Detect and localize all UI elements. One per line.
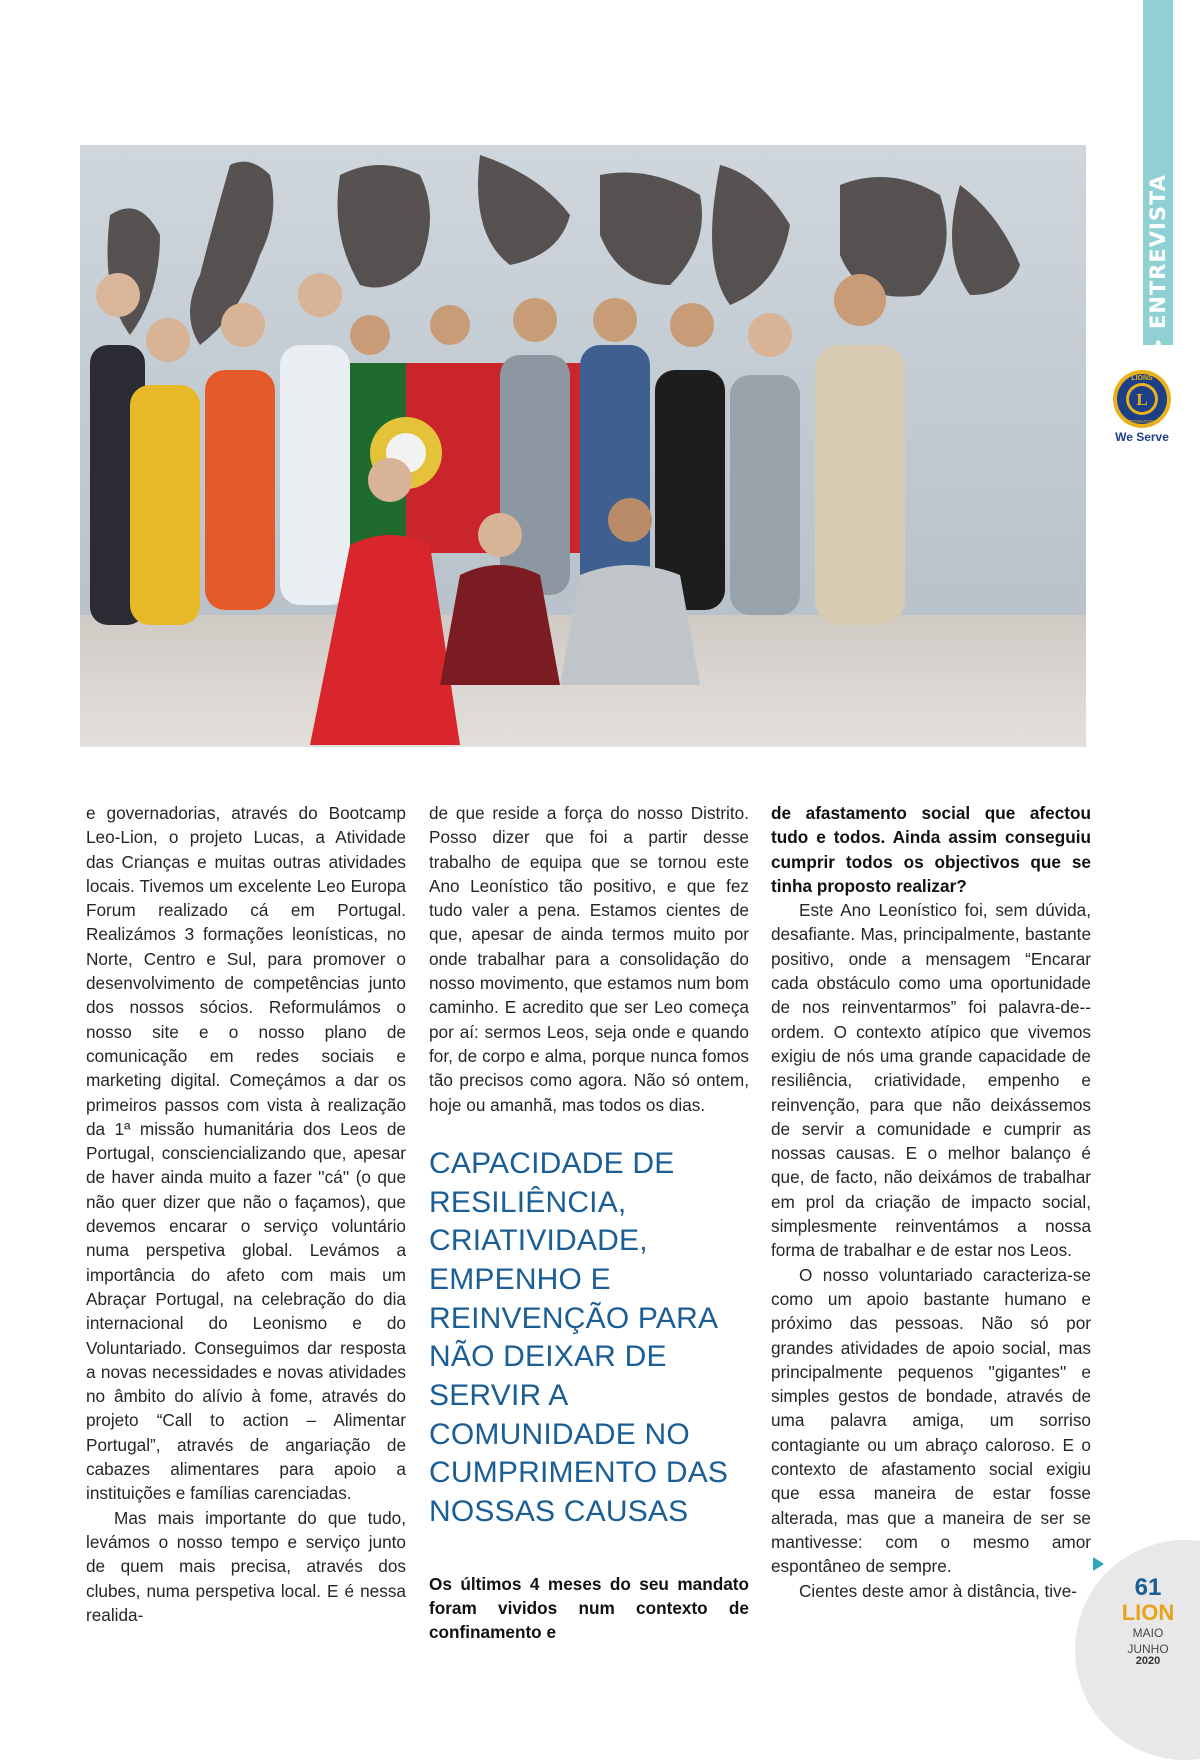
magazine-name: LION: [1121, 1600, 1175, 1625]
logo-tagline: We Serve: [1115, 430, 1169, 444]
pull-quote: CAPACIDADE DE RESILIÊNCIA, CRIATIVIDADE, EMPENHO E REINVENÇÃO PARA NÃO DEIXAR DE SERVIR A COMUNIDADE NO CUMPRIMENTO DAS NOSSAS CAUSAS: [429, 1146, 729, 1529]
body-paragraph: Mas mais importante do que tudo, levámos o nosso tempo e serviço junto de quem mais precisa, através dos clubes, numa perspetiva local. E é nessa realida-: [86, 1507, 406, 1625]
body-paragraph: e governadorias, através do Bootcamp Leo-Lion, o projeto Lucas, a Atividade das Crianças e muitas outras atividades locais. Tivemos um excelente Leo Europa Forum realizado cá em Portugal. Realizámos 3 formações leonísticas, no Norte, Centro e Sul, para promover o desenvolvimento de competências junto dos nossos sócios. Reformulámos o nosso site e o nosso plano de comunicação em redes sociais e marketing digital. Começámos a dar os primeiros passos com vista à realização da 1ª missão humanitária dos Leos de Portugal, consciencializando que, apesar de haver ainda muito a fazer ''cá'' (o que não quer dizer que não o façamos), que devemos encarar o serviço voluntário numa perspetiva global. Levámos a importância do afeto com mais um Abraçar Portugal, na celebração do dia internacional do Leonismo e do Voluntariado. Conseguimos dar resposta a novas necessidades e novas atividades no âmbito do alívio à fome, através do projeto “Call to action – Alimentar Portugal”, através de angariação de cabazes alimentares para apoio a instituições e famílias carenciadas.: [86, 803, 406, 1504]
folio: [1108, 1576, 1188, 1667]
article-column-2: [429, 801, 749, 1645]
continue-arrow-icon: [1093, 1557, 1104, 1571]
emblem-letter: L: [1136, 390, 1148, 409]
section-tab-label: > ENTREVISTA: [1146, 174, 1170, 356]
group-photo: [80, 145, 1086, 747]
body-paragraph: Este Ano Leonístico foi, sem dúvida, desafiante. Mas, principalmente, bastante positivo, onde a mensagem “Encarar cada obstáculo como uma oportunidade de nos reinventarmos” foi palavra-de--ordem. O contexto atípico que vivemos exigiu de nós uma grande capacidade de resiliência, criatividade, empenho e reinvenção, para que não deixássemos de servir a comunidade e cumprir as nossas causas. E o melhor balanço é que, de facto, não deixámos de trabalhar em prol da criação de impacto social, simplesmente reinventámos a nossa forma de trabalhar e de estar nos Leos.: [771, 900, 1091, 1261]
section-tab-label-wrap: [1143, 174, 1173, 356]
body-paragraph: Cientes deste amor à distância, tive-: [799, 1580, 1077, 1601]
page-number: 61: [1134, 1574, 1162, 1601]
body-paragraph: O nosso voluntariado caracteriza-se como um apoio bastante humano e próximo das pessoas. Não só por grandes atividades de apoio social, mas principalmente pequenos ''gigantes'' e simples gestos de bondade, através de uma palavra amiga, um sorriso contagiante ou um abraço caloroso. E o contexto de afastamento social exigiu que essa maneira de estar fosse alterada, mas que a maneira de ser se mantivesse: com o mesmo amor espontâneo de sempre.: [771, 1264, 1091, 1577]
lions-logo: [1110, 368, 1174, 444]
issue-month-1: MAIO: [1132, 1626, 1164, 1640]
interview-question: Os últimos 4 meses do seu mandato foram vividos num contexto de confinamento e: [429, 1573, 749, 1643]
interview-question: de afastamento social que afectou tudo e todos. Ainda assim conseguiu cumprir todos os objectivos que se tinha proposto realizar?: [771, 803, 1091, 896]
article-column-3: [771, 801, 1091, 1603]
lions-emblem-icon: [1110, 368, 1174, 430]
group-photo-icon: [80, 145, 1086, 747]
emblem-name: LIONS: [1131, 375, 1153, 382]
issue-month-2: JUNHO: [1127, 1642, 1169, 1656]
emblem-ring-text: INTERNATIONAL: [1124, 419, 1160, 424]
article-column-1: [86, 801, 406, 1627]
body-paragraph: de que reside a força do nosso Distrito. Posso dizer que foi a partir desse trabalho de equipa que se tornou este Ano Leonístico tão positivo, e que fez tudo valer a pena. Estamos cientes de que, apesar de ainda termos muito por onde trabalhar para a consolidação do nosso movimento, que estamos num bom caminho. E acredito que ser Leo começa por aí: sermos Leos, seja onde e quando for, de corpo e alma, porque nunca fomos tão precisos como agora. Não só ontem, hoje ou amanhã, mas todos os dias.: [429, 803, 749, 1115]
issue-year: 2020: [1135, 1655, 1161, 1667]
